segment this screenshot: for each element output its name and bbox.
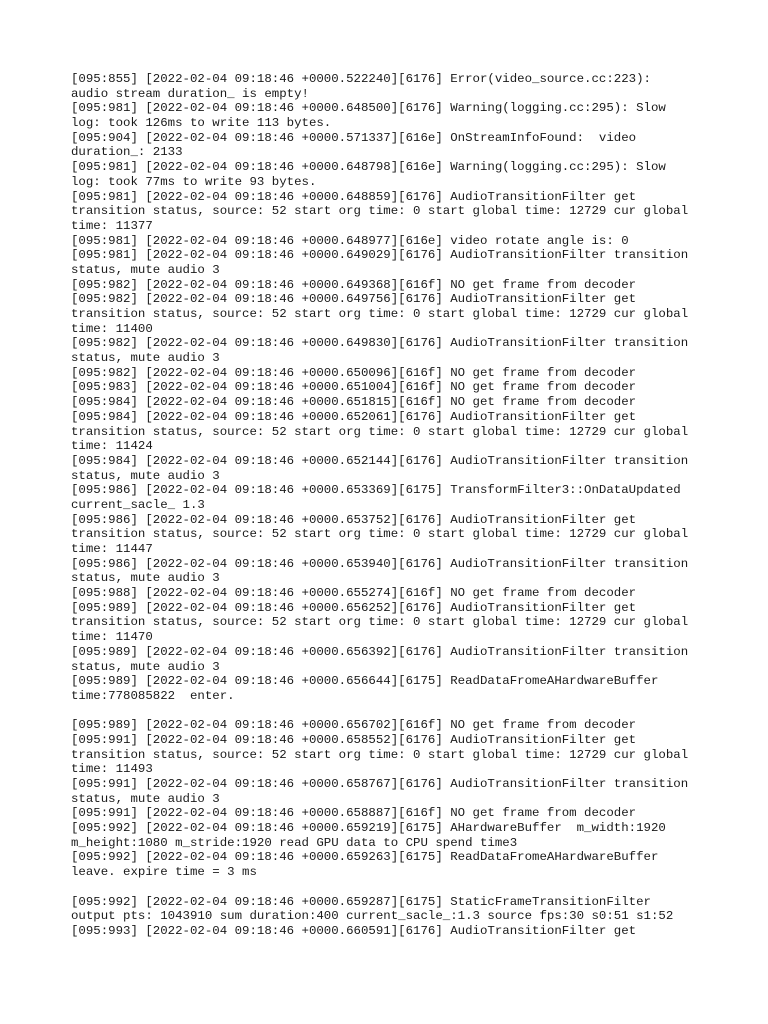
log-line — [71, 704, 711, 719]
log-line: [095:992] [2022-02-04 09:18:46 +0000.659287][6175] StaticFrameTransitionFilter — [71, 894, 651, 909]
log-line: log: took 77ms to write 93 bytes. — [71, 174, 317, 189]
log-line: [095:984] [2022-02-04 09:18:46 +0000.652144][6176] AudioTransitionFilter transition — [71, 453, 689, 468]
log-line: [095:992] [2022-02-04 09:18:46 +0000.659219][6175] AHardwareBuffer m_width:1920 — [71, 821, 666, 836]
log-line: audio stream duration_ is empty! — [71, 86, 309, 101]
log-line: [095:982] [2022-02-04 09:18:46 +0000.649368][616f] NO get frame from decoder — [71, 277, 637, 292]
log-line: [095:981] [2022-02-04 09:18:46 +0000.648977][616e] video rotate angle is: 0 — [71, 233, 629, 248]
log-line: output pts: 1043910 sum duration:400 current_sacle_:1.3 source fps:30 s0:51 s1:52 — [71, 909, 674, 924]
log-line: log: took 126ms to write 113 bytes. — [71, 116, 332, 131]
log-line: [095:982] [2022-02-04 09:18:46 +0000.649830][6176] AudioTransitionFilter transition — [71, 336, 689, 351]
log-line: [095:989] [2022-02-04 09:18:46 +0000.656252][6176] AudioTransitionFilter get — [71, 600, 637, 615]
log-line — [71, 880, 711, 895]
log-line: status, mute audio 3 — [71, 262, 220, 277]
log-line: [095:992] [2022-02-04 09:18:46 +0000.659263][6175] ReadDataFromeAHardwareBuffer — [71, 850, 659, 865]
log-line: status, mute audio 3 — [71, 571, 220, 586]
log-line: [095:989] [2022-02-04 09:18:46 +0000.656392][6176] AudioTransitionFilter transition — [71, 644, 689, 659]
log-line: time: 11400 — [71, 321, 153, 336]
log-line: [095:986] [2022-02-04 09:18:46 +0000.653940][6176] AudioTransitionFilter transition — [71, 556, 689, 571]
log-line: transition status, source: 52 start org time: 0 start global time: 12729 cur global — [71, 615, 689, 630]
log-line: leave. expire time = 3 ms — [71, 865, 257, 880]
log-line: [095:989] [2022-02-04 09:18:46 +0000.656644][6175] ReadDataFromeAHardwareBuffer — [71, 674, 659, 689]
log-line: [095:986] [2022-02-04 09:18:46 +0000.653369][6175] TransformFilter3::OnDataUpdated — [71, 483, 681, 498]
log-line: [095:982] [2022-02-04 09:18:46 +0000.649756][6176] AudioTransitionFilter get — [71, 292, 637, 307]
log-line: [095:984] [2022-02-04 09:18:46 +0000.651815][616f] NO get frame from decoder — [71, 395, 637, 410]
log-line: transition status, source: 52 start org time: 0 start global time: 12729 cur global — [71, 424, 689, 439]
log-line: [095:986] [2022-02-04 09:18:46 +0000.653752][6176] AudioTransitionFilter get — [71, 512, 637, 527]
log-line: [095:983] [2022-02-04 09:18:46 +0000.651004][616f] NO get frame from decoder — [71, 380, 637, 395]
log-line: time: 11377 — [71, 218, 153, 233]
log-line: status, mute audio 3 — [71, 468, 220, 483]
log-line: [095:981] [2022-02-04 09:18:46 +0000.649029][6176] AudioTransitionFilter transition — [71, 248, 689, 263]
log-line: [095:981] [2022-02-04 09:18:46 +0000.648859][6176] AudioTransitionFilter get — [71, 189, 637, 204]
log-line: [095:989] [2022-02-04 09:18:46 +0000.656702][616f] NO get frame from decoder — [71, 718, 637, 733]
log-line: time: 11424 — [71, 439, 153, 454]
log-line: current_sacle_ 1.3 — [71, 497, 205, 512]
log-line: [095:991] [2022-02-04 09:18:46 +0000.658887][616f] NO get frame from decoder — [71, 806, 637, 821]
log-line: [095:855] [2022-02-04 09:18:46 +0000.522240][6176] Error(video_source.cc:223): — [71, 72, 651, 86]
log-line: status, mute audio 3 — [71, 351, 220, 366]
log-line: transition status, source: 52 start org time: 0 start global time: 12729 cur global — [71, 204, 689, 219]
log-line: transition status, source: 52 start org time: 0 start global time: 12729 cur global — [71, 747, 689, 762]
log-line: [095:981] [2022-02-04 09:18:46 +0000.648500][6176] Warning(logging.cc:295): Slow — [71, 101, 666, 116]
log-line: time: 11493 — [71, 762, 153, 777]
log-line: [095:982] [2022-02-04 09:18:46 +0000.650096][616f] NO get frame from decoder — [71, 365, 637, 380]
log-line: time:778085822 enter. — [71, 688, 235, 703]
log-line: duration_: 2133 — [71, 145, 183, 160]
log-line: transition status, source: 52 start org time: 0 start global time: 12729 cur global — [71, 307, 689, 321]
log-line: transition status, source: 52 start org time: 0 start global time: 12729 cur global — [71, 527, 689, 542]
log-line: time: 11470 — [71, 630, 153, 645]
log-line: time: 11447 — [71, 542, 153, 556]
log-line: [095:991] [2022-02-04 09:18:46 +0000.658767][6176] AudioTransitionFilter transition — [71, 777, 689, 791]
log-line: [095:984] [2022-02-04 09:18:46 +0000.652061][6176] AudioTransitionFilter get — [71, 409, 637, 424]
log-line: [095:904] [2022-02-04 09:18:46 +0000.571337][616e] OnStreamInfoFound: video — [71, 130, 637, 145]
log-line: [095:993] [2022-02-04 09:18:46 +0000.660591][6176] AudioTransitionFilter get — [71, 923, 637, 938]
log-line: status, mute audio 3 — [71, 659, 220, 674]
log-line: status, mute audio 3 — [71, 791, 220, 806]
log-text-block — [71, 72, 711, 939]
log-line: [095:991] [2022-02-04 09:18:46 +0000.658552][6176] AudioTransitionFilter get — [71, 732, 637, 747]
log-line: m_height:1080 m_stride:1920 read GPU data to CPU spend time3 — [71, 835, 518, 850]
log-line: [095:988] [2022-02-04 09:18:46 +0000.655274][616f] NO get frame from decoder — [71, 586, 637, 601]
log-line: [095:981] [2022-02-04 09:18:46 +0000.648798][616e] Warning(logging.cc:295): Slow — [71, 160, 666, 175]
